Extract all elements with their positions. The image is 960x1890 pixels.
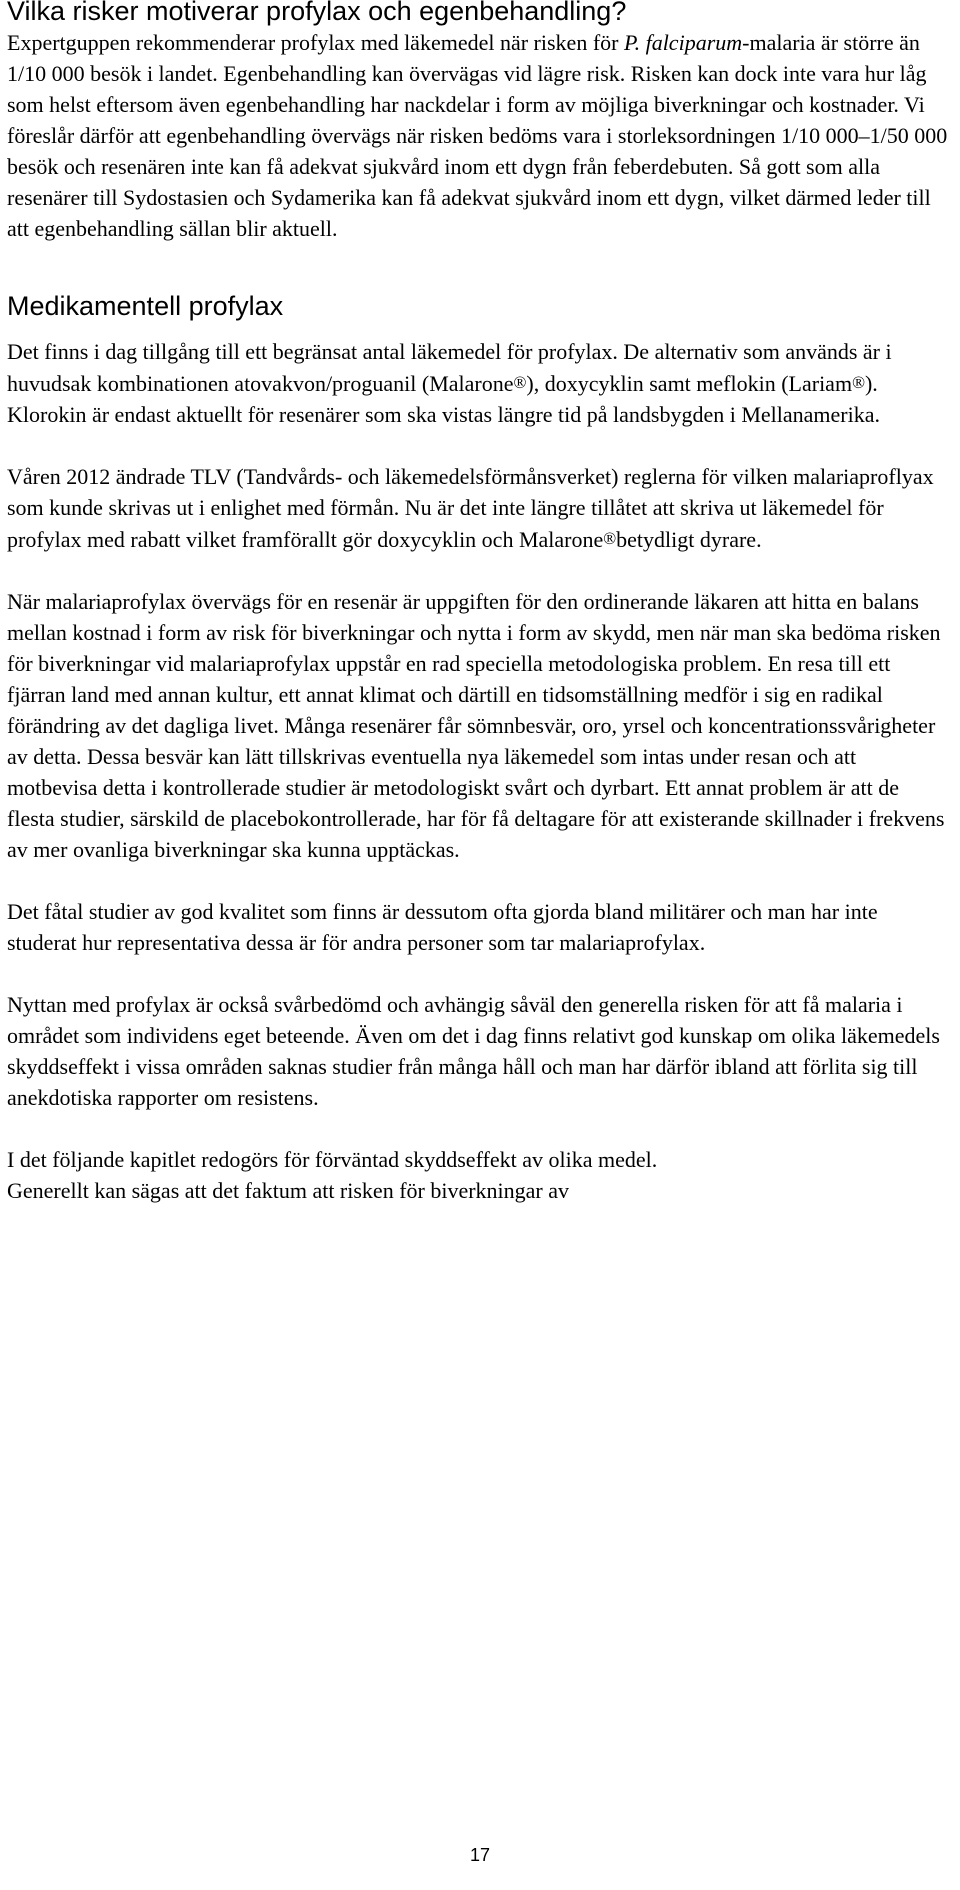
paragraph-risk-threshold: Expertguppen rekommenderar profylax med läkemedel när risken för P. falciparum-malaria är större än 1/10 000 besök i landet. Egenbehandling kan övervägas vid lägre risk. Risken kan dock inte vara hur låg som helst eftersom även egenbehandling har nackdelar i form av möjliga biverkningar och kostnader. Vi föreslår därför att egenbehandling övervägs när risken bedöms vara i storleksordningen 1/10 000–1/50 000 besök och resenären inte kan få adekvat sjukvård inom ett dygn från feberdebuten. Så gott som alla resenärer till Sydostasien och Sydamerika kan få adekvat sjukvård inom ett dygn, vilket därmed leder till att egenbehandling sällan blir aktuell. <box>7 30 948 241</box>
paragraph-following-chapter <box>7 1144 952 1206</box>
registered-mark: ® <box>513 373 527 392</box>
line: I det följande kapitlet redogörs för förväntad skyddseffekt av olika medel. <box>7 1147 658 1172</box>
paragraph-military-studies: Det fåtal studier av god kvalitet som finns är dessutom ofta gjorda bland militärer och man har inte studerat hur representativa dessa är för andra personer som tar malariaprofylax. <box>7 899 878 955</box>
line: Generellt kan sägas att det faktum att risken för biverkningar av <box>7 1178 570 1203</box>
section-heading-prophylaxis: Medikamentell profylax <box>7 291 284 321</box>
paragraph-benefit: Nyttan med profylax är också svårbedömd och avhängig såväl den generella risken för att få malaria i området som individens eget beteende. Även om det i dag finns relativt god kunskap om olika läkemedels skyddseffekt i vissa områden saknas studier från många håll och man har därför ibland att förlita sig till anekdotiska rapporter om resistens. <box>7 992 940 1110</box>
registered-mark: ® <box>603 529 617 548</box>
document-page <box>7 0 952 1206</box>
species-name: P. falciparum <box>623 30 743 55</box>
paragraph-tlv-rules: Våren 2012 ändrade TLV (Tandvårds- och läkemedelsförmånsverket) reglerna för vilken malariaproflyax som kunde skrivas ut i enlighet med förmån. Nu är det inte längre tillåtet att skriva ut läkemedel för profylax med rabatt vilket framförallt gör doxycyklin och Malarone®betydligt dyrare. <box>7 464 934 552</box>
registered-mark: ® <box>852 373 865 392</box>
paragraph-methodology: När malariaprofylax övervägs för en resenär är uppgiften för den ordinerande läkaren att hitta en balans mellan kostnad i form av risk för biverkningar och nytta i form av skydd, men när man ska bedöma risken för biverkningar vid malariaprofylax uppstår en rad speciella metodologiska problem. En resa till ett fjärran land med annan kultur, ett annat klimat och därtill en tidsomställning medför i sig en radikal förändring av det dagliga livet. Många resenärer får sömnbesvär, oro, yrsel och koncentrationssvårigheter av detta. Dessa besvär kan lätt tillskrivas eventuella nya läkemedel som intas under resan och att motbevisa detta i kontrollerade studier är metodologiskt svårt och dyrbart. Ett annat problem är att de flesta studier, särskild de placebokontrollerade, har för få deltagare för att existerande skillnader i frekvens av mer ovanliga biverkningar ska kunna upptäckas. <box>7 589 945 862</box>
page-number: 17 <box>469 1845 491 1865</box>
section-heading-risks: Vilka risker motiverar profylax och egenbehandling? <box>7 0 627 26</box>
paragraph-available-drugs: Det finns i dag tillgång till ett begränsat antal läkemedel för profylax. De alternativ som används är i huvudsak kombinationen atovakvon/proguanil (Malarone®), doxycyklin samt meflokin (Lariam®). Klorokin är endast aktuellt för resenärer som ska vistas längre tid på landsbygden i Mellanamerika. <box>7 339 892 427</box>
